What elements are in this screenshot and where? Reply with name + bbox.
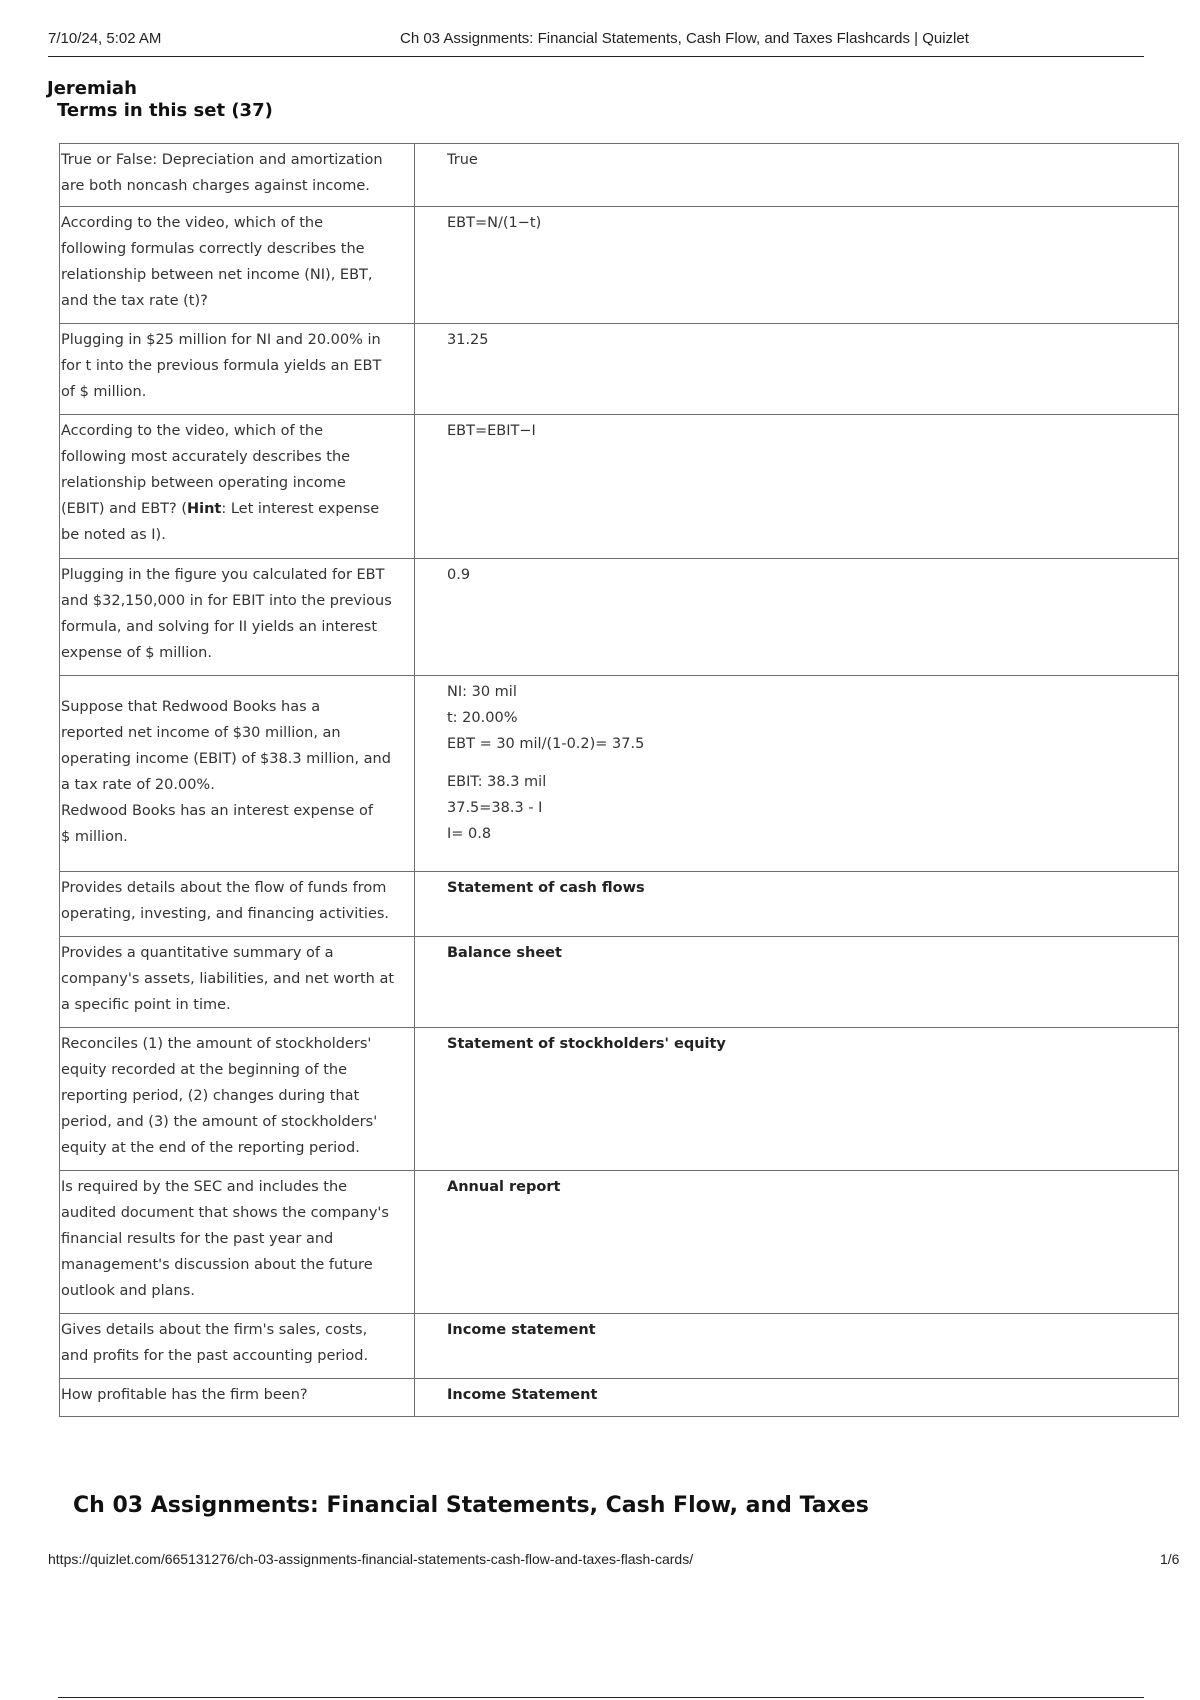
flashcard-row [60, 937, 1179, 1028]
term-text: (EBIT) and EBT? ( [61, 501, 187, 517]
calc-line: NI: 30 mil [447, 684, 517, 700]
term-line: Is required by the SEC and includes the [61, 1179, 348, 1195]
flashcard-term [60, 1028, 415, 1171]
term-line: are both noncash charges against income. [61, 178, 370, 194]
flashcard-row [60, 1314, 1179, 1379]
hint-label: Hint [186, 501, 222, 517]
term-line: Gives details about the firm's sales, costs, [61, 1322, 368, 1338]
flashcard-term [60, 676, 415, 872]
term-line: following most accurately describes the [61, 449, 351, 465]
flashcard-definition: EBT=N/(1−t) [415, 207, 1179, 324]
flashcard-term [60, 937, 415, 1028]
calc-spacer [447, 757, 1168, 769]
term-line: be noted as I). [61, 527, 166, 543]
terms-heading: Terms in this set (37) [57, 100, 273, 121]
flashcard-term [60, 559, 415, 676]
footer-divider [58, 1697, 1144, 1698]
term-line: management's discussion about the future [61, 1257, 373, 1273]
term-line: Plugging in the figure you calculated for EBT [61, 567, 385, 583]
term-line: equity recorded at the beginning of the [61, 1062, 348, 1078]
term-line: relationship between operating income [61, 475, 346, 491]
term-line: period, and (3) the amount of stockholders' [61, 1114, 378, 1130]
term-line: for t into the previous formula yields an EBT [61, 358, 382, 374]
flashcard-row [60, 676, 1179, 872]
flashcard-definition: Statement of stockholders' equity [415, 1028, 1179, 1171]
flashcard-definition: 0.9 [415, 559, 1179, 676]
flashcard-table [59, 143, 1179, 1417]
term-text: : Let interest expense [221, 501, 380, 517]
calc-line: t: 20.00% [447, 710, 518, 726]
term-line: Plugging in $25 million for NI and 20.00% in [61, 332, 381, 348]
calc-line: I= 0.8 [447, 826, 492, 842]
term-line: company's assets, liabilities, and net worth at [61, 971, 395, 987]
flashcard-row [60, 1028, 1179, 1171]
set-title[interactable]: Ch 03 Assignments: Financial Statements, Cash Flow, and Taxes [73, 1493, 869, 1518]
term-line: outlook and plans. [61, 1283, 195, 1299]
term-line: and $32,150,000 in for EBIT into the previous [61, 593, 392, 609]
flashcard-term [60, 415, 415, 559]
term-line: a specific point in time. [61, 997, 231, 1013]
flashcard-definition: Income statement [415, 1314, 1179, 1379]
flashcard-row [60, 559, 1179, 676]
flashcard-row [60, 207, 1179, 324]
flashcard-definition: Balance sheet [415, 937, 1179, 1028]
flashcard-definition: Annual report [415, 1171, 1179, 1314]
flashcard-term [60, 1171, 415, 1314]
flashcard-term [60, 144, 415, 207]
flashcard-row [60, 324, 1179, 415]
flashcard-row [60, 1171, 1179, 1314]
term-line: Suppose that Redwood Books has a [61, 699, 321, 715]
term-line: relationship between net income (NI), EBT, [61, 267, 373, 283]
term-line: reporting period, (2) changes during that [61, 1088, 360, 1104]
term-line: audited document that shows the company's [61, 1205, 389, 1221]
flashcard-definition: 31.25 [415, 324, 1179, 415]
page-number: 1/6 [1160, 1551, 1180, 1567]
term-line: $ million. [61, 829, 128, 845]
flashcard-definition: Statement of cash flows [415, 872, 1179, 937]
flashcard-row [60, 415, 1179, 559]
term-line: Reconciles (1) the amount of stockholders' [61, 1036, 372, 1052]
term-line: and profits for the past accounting period. [61, 1348, 369, 1364]
term-line: According to the video, which of the [61, 215, 324, 231]
term-line: of $ million. [61, 384, 147, 400]
term-line: Provides a quantitative summary of a [61, 945, 334, 961]
print-datetime: 7/10/24, 5:02 AM [48, 30, 162, 47]
header-divider [48, 56, 1144, 57]
calc-line: EBIT: 38.3 mil [447, 774, 547, 790]
flashcard-definition: True [415, 144, 1179, 207]
term-line: equity at the end of the reporting period. [61, 1140, 360, 1156]
term-line: and the tax rate (t)? [61, 293, 208, 309]
term-line: financial results for the past year and [61, 1231, 334, 1247]
flashcard-row [60, 872, 1179, 937]
term-line: expense of $ million. [61, 645, 212, 661]
flashcard-row [60, 144, 1179, 207]
flashcard-definition: Income Statement [415, 1379, 1179, 1417]
term-line: True or False: Depreciation and amortization [61, 152, 383, 168]
term-line: a tax rate of 20.00%. [61, 777, 215, 793]
flashcard-definition: EBT=EBIT−I [415, 415, 1179, 559]
term-line: According to the video, which of the [61, 423, 324, 439]
term-line: reported net income of $30 million, an [61, 725, 341, 741]
flashcard-term [60, 207, 415, 324]
flashcard-definition [415, 676, 1179, 872]
page-url: https://quizlet.com/665131276/ch-03-assignments-financial-statements-cash-flow-and-taxes-flash-cards/ [48, 1551, 694, 1567]
flashcard-term [60, 1379, 415, 1417]
term-line: operating income (EBIT) of $38.3 million, and [61, 751, 391, 767]
term-line [61, 496, 406, 522]
calc-line: 37.5=38.3 - I [447, 800, 543, 816]
calc-line: EBT = 30 mil/(1-0.2)= 37.5 [447, 736, 645, 752]
print-page-title: Ch 03 Assignments: Financial Statements, Cash Flow, and Taxes Flashcards | Quizlet [400, 30, 969, 47]
term-line: operating, investing, and financing activities. [61, 906, 390, 922]
set-owner[interactable]: Jeremiah [47, 78, 137, 99]
flashcard-row [60, 1379, 1179, 1417]
flashcard-term [60, 324, 415, 415]
flashcard-term [60, 1314, 415, 1379]
term-line: How profitable has the firm been? [61, 1387, 308, 1403]
term-line: Redwood Books has an interest expense of [61, 803, 373, 819]
term-line: Provides details about the flow of funds from [61, 880, 387, 896]
term-line: formula, and solving for II yields an interest [61, 619, 378, 635]
term-line: following formulas correctly describes the [61, 241, 365, 257]
flashcard-term [60, 872, 415, 937]
